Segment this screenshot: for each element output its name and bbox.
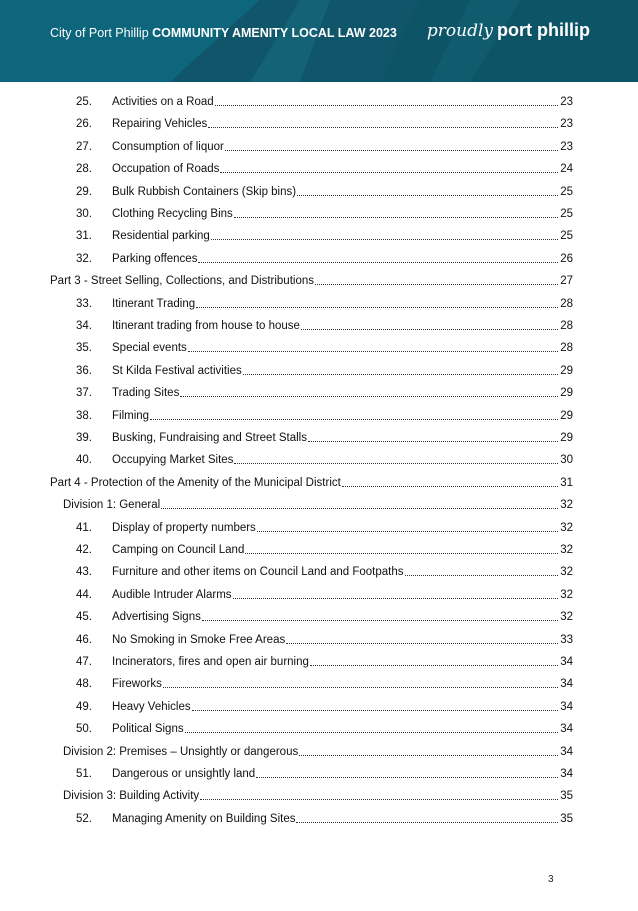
toc-entry[interactable] [76,296,573,312]
toc-entry-number: 27. [76,140,92,153]
toc-entry-title: Part 3 - Street Selling, Collections, and Distributions [50,275,314,288]
toc-dot-leader [296,811,558,823]
toc-entry-page: 28 [560,320,573,332]
toc-entry[interactable] [76,318,573,334]
toc-dot-leader [286,632,558,644]
toc-entry-page: 29 [560,364,573,377]
toc-entry[interactable] [76,721,573,737]
page-number: 3 [548,874,554,885]
toc-entry-page: 23 [560,118,573,131]
toc-entry-title: Clothing Recycling Bins [112,208,233,220]
document-title [50,26,397,40]
toc-entry[interactable] [50,273,573,289]
toc-entry-number: 28. [76,163,92,176]
toc-entry-title: Camping on Council Land [112,544,245,556]
toc-entry-page: 25 [560,185,573,198]
toc-dot-leader [215,94,558,106]
toc-dot-leader [185,721,558,733]
toc-dot-leader [256,766,558,778]
toc-entry-number: 33. [76,297,92,310]
toc-dot-leader [245,542,558,554]
toc-entry-page: 26 [560,252,573,265]
toc-entry[interactable] [76,699,573,715]
toc-entry-title: Political Signs [112,723,184,736]
toc-entry[interactable] [76,94,573,110]
toc-entry-title: Division 1: General [63,499,161,512]
toc-entry[interactable] [76,632,573,648]
toc-entry-number: 40. [76,454,92,467]
toc-entry-page: 32 [560,566,573,579]
toc-entry-number: 52. [76,812,92,825]
toc-entry-number: 43. [76,566,92,579]
toc-dot-leader [208,116,558,128]
toc-entry-title: Residential parking [112,230,210,243]
toc-entry-page: 34 [560,678,573,691]
toc-entry-page: 34 [560,700,573,713]
toc-dot-leader [161,497,558,509]
toc-dot-leader [257,520,558,532]
toc-dot-leader [220,161,558,173]
toc-entry-number: 34. [76,320,92,332]
toc-entry-page: 31 [560,476,573,489]
toc-entry-title: Fireworks [112,678,162,691]
toc-entry[interactable] [76,184,573,200]
toc-entry-title: Filming [112,409,150,422]
toc-entry[interactable] [76,139,573,155]
toc-entry-page: 29 [560,432,573,444]
toc-entry-title: Repairing Vehicles [112,118,208,131]
toc-entry-title: Parking offences [112,252,198,265]
toc-entry-page: 30 [560,454,573,467]
header-background-graphic [0,0,638,82]
toc-entry-title: Part 4 - Protection of the Amenity of the Municipal District [50,476,341,489]
toc-entry-title: Dangerous or unsightly land [112,768,256,780]
council-logo [427,20,590,41]
toc-entry[interactable] [76,587,573,603]
toc-entry[interactable] [76,408,573,424]
toc-entry-page: 32 [560,544,573,556]
toc-entry-page: 25 [560,230,573,243]
toc-entry-title: Busking, Fundraising and Street Stalls [112,432,307,444]
toc-entry-title: Bulk Rubbish Containers (Skip bins) [112,185,297,198]
toc-dot-leader [234,452,558,464]
toc-entry-title: Occupying Market Sites [112,454,234,467]
toc-entry-title: Consumption of liquor [112,140,224,153]
toc-dot-leader [297,184,558,196]
toc-entry-title: Managing Amenity on Building Sites [112,812,296,825]
toc-dot-leader [310,654,558,666]
toc-dot-leader [202,609,558,621]
toc-dot-leader [308,430,558,442]
page-header [0,0,638,82]
toc-entry-number: 31. [76,230,92,243]
toc-entry[interactable] [76,766,573,782]
toc-entry-page: 29 [560,387,573,400]
toc-dot-leader [163,676,558,688]
document-title-bold: COMMUNITY AMENITY LOCAL LAW 2023 [152,26,397,40]
toc-entry-page: 23 [560,96,573,108]
toc-entry-page: 23 [560,140,573,153]
toc-entry-page: 29 [560,409,573,422]
toc-entry-title: Occupation of Roads [112,163,220,176]
toc-entry-title: Division 3: Building Activity [63,790,200,803]
toc-entry-number: 49. [76,700,92,713]
toc-entry-page: 34 [560,723,573,736]
toc-entry[interactable] [76,452,573,468]
toc-entry-number: 41. [76,521,92,534]
toc-entry-page: 35 [560,812,573,825]
toc-entry-title: Audible Intruder Alarms [112,588,232,601]
toc-entry[interactable] [76,676,573,692]
toc-entry[interactable] [63,497,573,513]
toc-entry-number: 29. [76,185,92,198]
toc-entry-title: Advertising Signs [112,611,201,624]
toc-entry[interactable] [76,206,573,222]
toc-entry-page: 32 [560,521,573,534]
toc-entry[interactable] [76,609,573,625]
logo-script-text: proudly [426,21,494,41]
toc-dot-leader [188,340,558,352]
toc-entry-number: 37. [76,387,92,400]
toc-dot-leader [211,228,558,240]
toc-entry[interactable] [76,430,573,446]
toc-entry-page: 28 [560,342,573,355]
toc-entry-number: 51. [76,768,92,780]
toc-entry[interactable] [76,811,573,827]
toc-entry-title: No Smoking in Smoke Free Areas [112,633,286,646]
toc-entry-title: Division 2: Premises – Unsightly or dangerous [63,745,299,758]
toc-entry-page: 24 [560,163,573,176]
toc-entry-page: 32 [560,588,573,601]
toc-entry-number: 26. [76,118,92,131]
toc-dot-leader [233,587,558,599]
toc-dot-leader [405,564,558,576]
toc-entry-number: 35. [76,342,92,355]
toc-entry-title: Incinerators, fires and open air burning [112,656,309,668]
toc-entry-page: 34 [560,656,573,668]
toc-entry[interactable] [76,654,573,670]
toc-dot-leader [198,251,558,263]
toc-entry-number: 32. [76,252,92,265]
toc-entry-number: 47. [76,656,92,668]
toc-entry[interactable] [76,385,573,401]
toc-entry-page: 32 [560,499,573,512]
toc-entry-title: Furniture and other items on Council Land and Footpaths [112,566,404,579]
toc-entry-title: Special events [112,342,187,355]
toc-entry[interactable] [76,251,573,267]
toc-entry[interactable] [76,564,573,580]
toc-entry-number: 25. [76,96,92,108]
toc-entry-title: Display of property numbers [112,521,256,534]
toc-entry-title: Activities on a Road [112,96,214,108]
toc-dot-leader [200,788,558,800]
toc-entry-number: 39. [76,432,92,444]
toc-entry-number: 30. [76,208,92,220]
toc-entry[interactable] [76,228,573,244]
toc-dot-leader [192,699,558,711]
toc-entry-page: 33 [560,633,573,646]
toc-entry-number: 38. [76,409,92,422]
toc-entry[interactable] [76,542,573,558]
toc-dot-leader [150,408,558,420]
toc-entry-page: 34 [560,745,573,758]
toc-entry[interactable] [50,475,573,491]
toc-entry-title: Trading Sites [112,387,180,400]
toc-dot-leader [225,139,558,151]
toc-entry[interactable] [76,116,573,132]
toc-dot-leader [315,273,558,285]
toc-dot-leader [243,363,558,375]
toc-entry-page: 25 [560,208,573,220]
toc-entry-number: 44. [76,588,92,601]
document-title-prefix: City of Port Phillip [50,26,153,40]
toc-dot-leader [234,206,558,218]
toc-entry-number: 50. [76,723,92,736]
toc-entry-page: 27 [560,275,573,288]
toc-entry[interactable] [76,161,573,177]
toc-entry-page: 35 [560,790,573,803]
toc-entry-number: 36. [76,364,92,377]
toc-entry-page: 34 [560,768,573,780]
toc-dot-leader [299,744,558,756]
toc-entry[interactable] [76,363,573,379]
logo-brand-text: port phillip [497,20,590,40]
toc-entry[interactable] [76,340,573,356]
toc-entry-number: 46. [76,633,92,646]
toc-entry-title: Itinerant trading from house to house [112,320,300,332]
toc-entry-number: 45. [76,611,92,624]
toc-entry-title: Itinerant Trading [112,297,196,310]
toc-entry-page: 32 [560,611,573,624]
toc-entry[interactable] [76,520,573,536]
toc-entry[interactable] [63,788,573,804]
toc-entry-number: 42. [76,544,92,556]
toc-entry-page: 28 [560,297,573,310]
toc-entry[interactable] [63,744,573,760]
toc-entry-number: 48. [76,678,92,691]
toc-dot-leader [301,318,558,330]
toc-dot-leader [342,475,558,487]
toc-entry-title: Heavy Vehicles [112,700,191,713]
toc-entry-title: St Kilda Festival activities [112,364,242,377]
toc-dot-leader [180,385,558,397]
toc-dot-leader [196,296,558,308]
